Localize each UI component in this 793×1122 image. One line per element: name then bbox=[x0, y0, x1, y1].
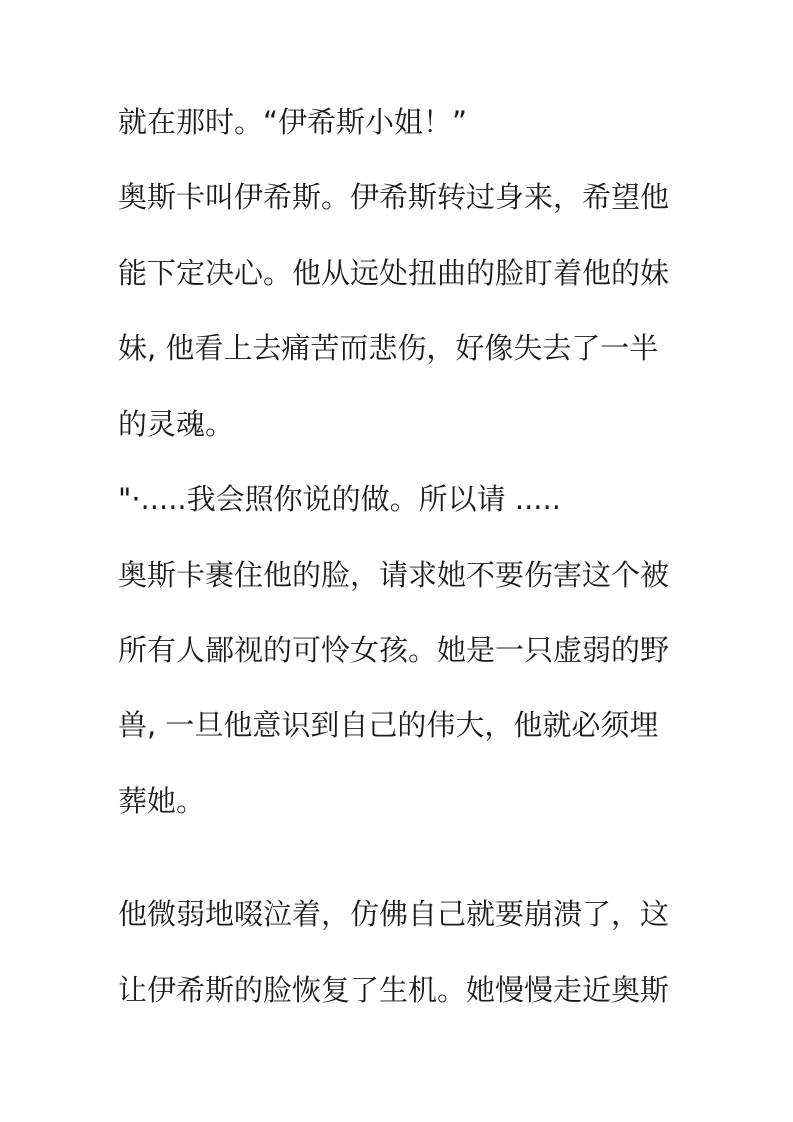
text-line-5: 的灵魂。 bbox=[118, 407, 235, 441]
text-line-3: 能下定决心。他从远处扭曲的脸盯着他的妹 bbox=[118, 256, 670, 290]
text-line-11: 他微弱地啜泣着，仿佛自己就要崩溃了，这 bbox=[118, 897, 670, 931]
text-line-1: 就在那时。“伊希斯小姐！” bbox=[118, 105, 468, 139]
text-line-4: 妹, 他看上去痛苦而悲伤，好像失去了一半 bbox=[118, 331, 659, 365]
text-line-6: "·.....我会照你说的做。所以请 ..... bbox=[118, 482, 561, 516]
text-line-12: 让伊希斯的脸恢复了生机。她慢慢走近奥斯 bbox=[118, 973, 670, 1007]
text-line-7: 奥斯卡裹住他的脸，请求她不要伤害这个被 bbox=[118, 558, 670, 592]
text-line-2: 奥斯卡叫伊希斯。伊希斯转过身来，希望他 bbox=[118, 180, 670, 214]
text-line-10: 葬她。 bbox=[118, 784, 206, 818]
text-line-9: 兽, 一旦他意识到自己的伟大，他就必须埋 bbox=[118, 708, 659, 742]
text-line-8: 所有人鄙视的可怜女孩。她是一只虚弱的野 bbox=[118, 633, 670, 667]
